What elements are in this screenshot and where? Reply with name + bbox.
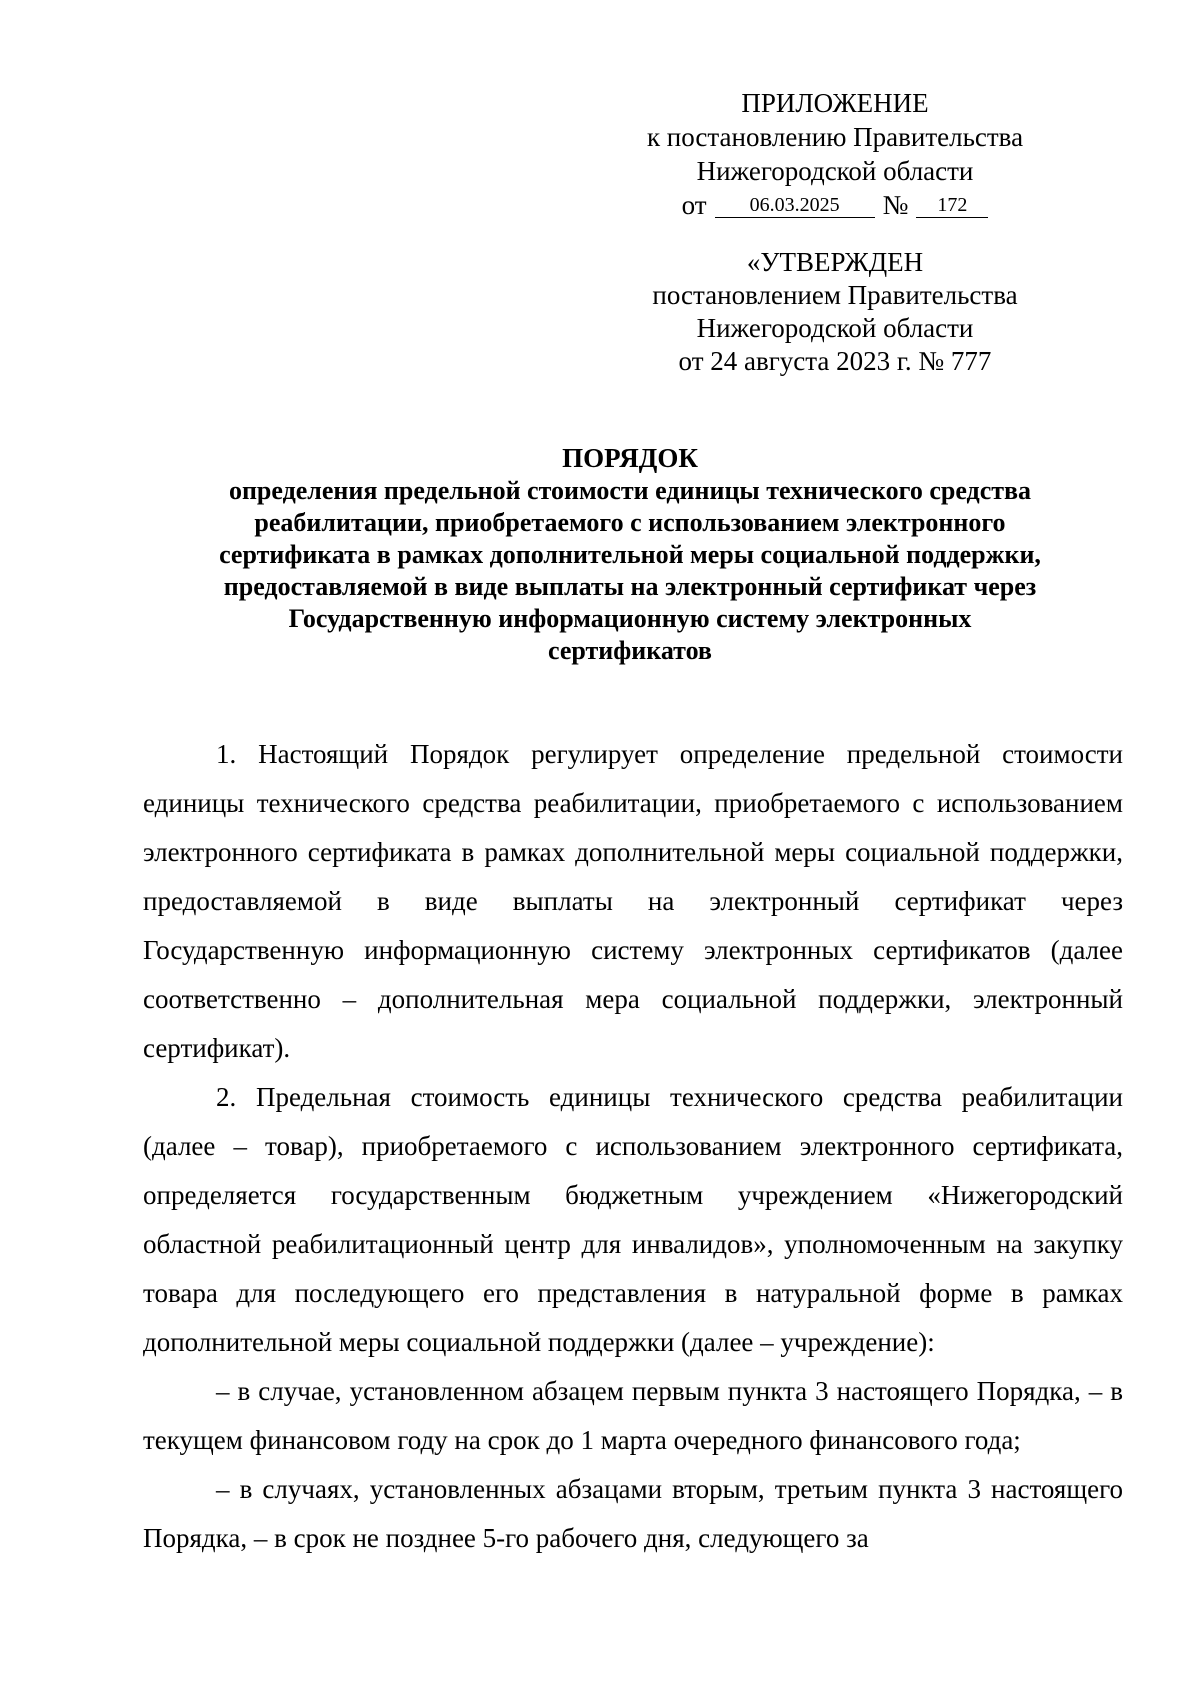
paragraph-1: 1. Настоящий Порядок регулирует определение предельной стоимости единицы технического средства реабилитации, приобретаемого с использованием электронного сертификата в рамках дополнительной меры социальной поддержки, предоставляемой в виде выплаты на электронный сертификат через Государственную информационную систему электронных сертификатов (далее соответственно – дополнительная мера социальной поддержки, электронный сертификат). (143, 739, 1123, 1063)
approved-date: от 24 августа 2023 г. № 777 (678, 346, 992, 376)
resolution-date: 06.03.2025 (715, 193, 875, 218)
appendix-region: Нижегородской области (696, 156, 974, 186)
paragraph-2-item-2: – в случаях, установленных абзацами вторым, третьим пункта 3 настоящего Порядка, – в срок не позднее 5-го рабочего дня, следующего за (143, 1474, 1123, 1553)
number-label: № (882, 190, 909, 220)
title-line: предоставляемой в виде выплаты на электронный сертификат через (223, 572, 1037, 601)
title-line: Государственную информационную систему электронных (288, 604, 972, 633)
appendix-resolution-ref: к постановлению Правительства (646, 122, 1024, 152)
approved-title: «УТВЕРЖДЕН (746, 247, 924, 277)
paragraph-2: 2. Предельная стоимость единицы технического средства реабилитации (далее – товар), приобретаемого с использованием электронного сертификата, определяется государственным бюджетным учреждением «Нижегородский областной реабилитационный центр для инвалидов», уполномоченным на закупку товара для последующего его представления в натуральной форме в рамках дополнительной меры социальной поддержки (далее – учреждение): (143, 1082, 1123, 1357)
appendix-title: ПРИЛОЖЕНИЕ (741, 88, 929, 118)
title-line: определения предельной стоимости единицы технического средства (228, 476, 1032, 505)
title-main: ПОРЯДОК (562, 443, 698, 473)
from-label: от (681, 190, 707, 220)
title-line: реабилитации, приобретаемого с использованием электронного (254, 508, 1006, 537)
resolution-number: 172 (916, 193, 988, 218)
title-line: сертификатов (548, 636, 712, 665)
paragraph-2-item-1: – в случае, установленном абзацем первым пункта 3 настоящего Порядка, – в текущем финансовом году на срок до 1 марта очередного финансового года; (143, 1376, 1123, 1455)
document-body (143, 730, 1123, 1563)
approved-region: Нижегородской области (696, 313, 974, 343)
document-title (140, 441, 1120, 667)
title-line: сертификата в рамках дополнительной меры социальной поддержки, (219, 540, 1041, 569)
appendix-header (600, 86, 1070, 222)
approved-header (600, 246, 1070, 378)
appendix-date-number-row (682, 188, 989, 222)
approved-resolution-ref: постановлением Правительства (652, 280, 1018, 310)
